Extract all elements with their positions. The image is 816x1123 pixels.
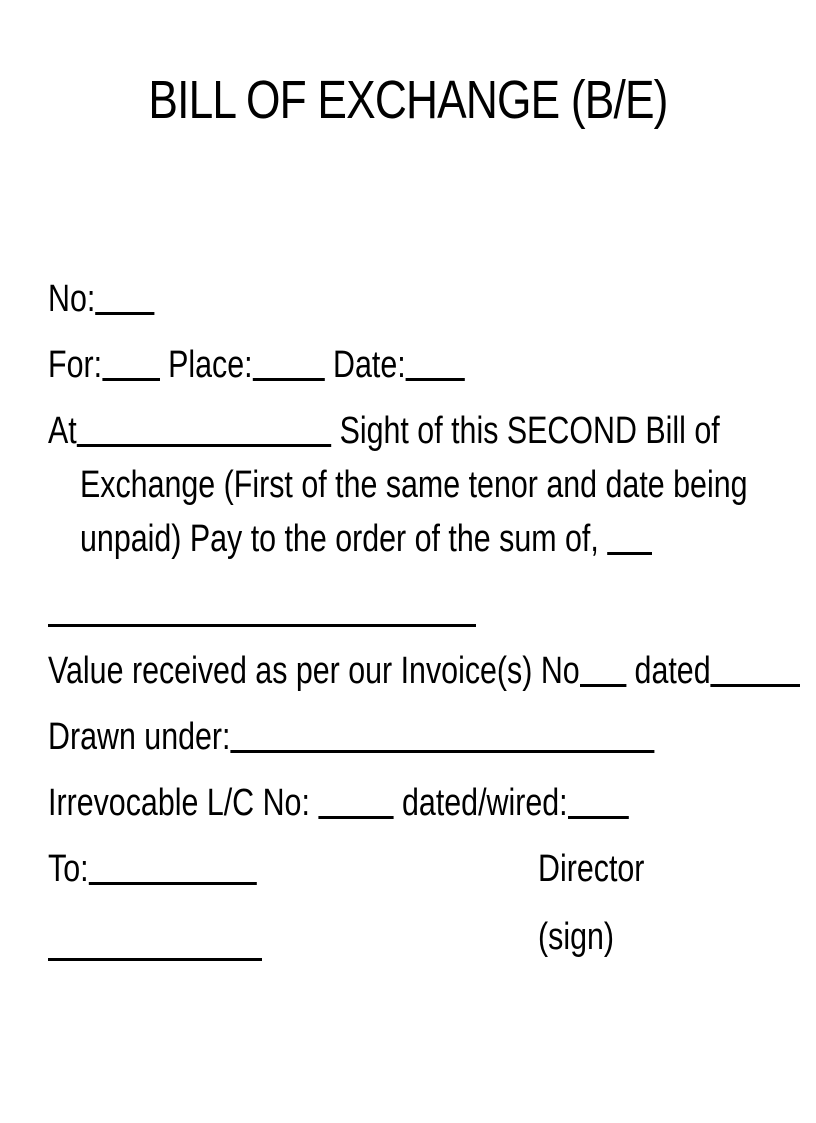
value-received-label: Value received as per our Invoice(s) No (48, 650, 580, 692)
document-title: BILL OF EXCHANGE (B/E) (148, 70, 668, 130)
lc-label: Irrevocable L/C No: (48, 782, 310, 824)
sight-text: Sight of this SECOND Bill of (339, 410, 720, 452)
unpaid-text: unpaid) Pay to the order of the sum of, (80, 518, 599, 560)
sum-blank-full (48, 624, 476, 627)
lc-line (48, 776, 628, 830)
for-place-date-line (48, 338, 465, 392)
sign-label: (sign) (538, 916, 615, 958)
for-label: For: (48, 344, 103, 386)
unpaid-line (80, 512, 652, 566)
place-label: Place: (168, 344, 253, 386)
at-label: At (48, 410, 77, 452)
dated-label: dated (634, 650, 711, 692)
invoice-date-blank (711, 684, 801, 687)
director-line (538, 842, 644, 896)
to-address-blank (48, 958, 262, 961)
to-line (48, 842, 257, 896)
value-received-line (48, 644, 800, 698)
lc-no-blank (318, 816, 393, 819)
director-label: Director (538, 848, 645, 890)
to-blank (89, 882, 257, 885)
exchange-text: Exchange (First of the same tenor and date being (80, 464, 748, 506)
drawn-under-blank (231, 750, 655, 753)
no-label: No: (48, 278, 96, 320)
sum-blank-short (607, 552, 652, 555)
dated-wired-label: dated/wired: (402, 782, 568, 824)
dated-wired-blank (568, 816, 629, 819)
place-blank (253, 378, 325, 381)
sign-line (538, 910, 614, 964)
invoice-no-blank (580, 684, 626, 687)
to-label: To: (48, 848, 89, 890)
date-label: Date: (333, 344, 406, 386)
exchange-line (80, 458, 748, 512)
drawn-under-line (48, 710, 655, 764)
no-line (48, 272, 155, 326)
no-blank (95, 312, 154, 315)
at-blank (77, 444, 331, 447)
for-blank (102, 378, 160, 381)
date-blank (406, 378, 465, 381)
at-line (48, 404, 720, 458)
drawn-under-label: Drawn under: (48, 716, 231, 758)
